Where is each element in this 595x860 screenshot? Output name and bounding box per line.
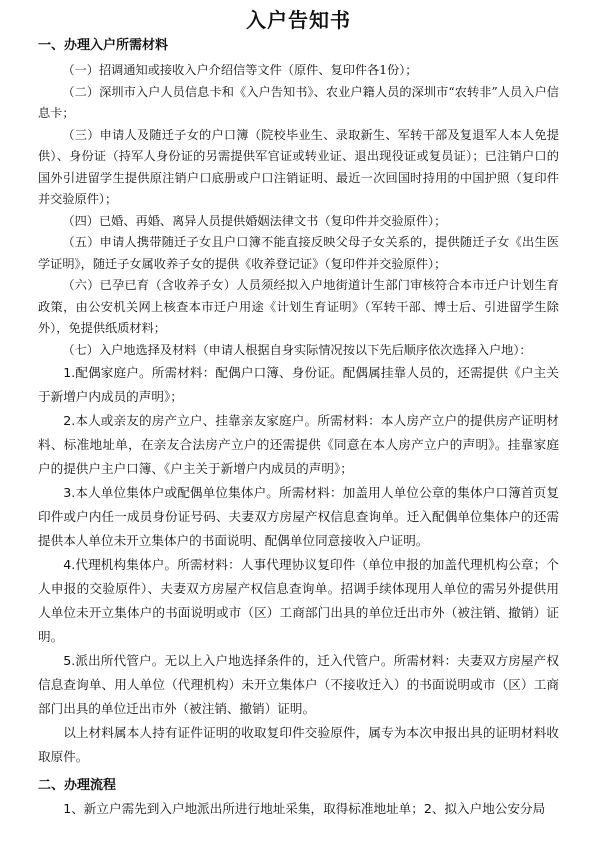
section-heading-materials: 一、办理入户所需材料	[38, 38, 169, 53]
process-text: 1、新立户需先到入户地派出所进行地址采集，取得标准地址单；2、拟入户地公安分局	[63, 801, 546, 816]
residence-option-2: 2.本人或亲友的房产立户、挂靠亲友家庭户。所需材料：本人房产立户的提供房产证明材料、标准地址单，在亲友合法房产立户的还需提供《同意在本人房产立户的声明》。挂靠家庭户的提供户主户口簿、《户主关于新增户内成员的声明》；	[38, 413, 559, 476]
residence-option-3: 3.本人单位集体户或配偶单位集体户。所需材料：加盖用人单位公章的集体户口簿首页复印件或户内任一成员身份证号码、夫妻双方房屋产权信息查询单。迁入配偶单位集体户的还需提供本人单位未开立集体户的书面说明、配偶单位同意接收入户证明。	[38, 485, 559, 548]
section-heading-process: 二、办理流程	[38, 778, 117, 793]
materials-note: 以上材料属本人持有证件证明的收取复印件交验原件，属专为本次申报出具的证明材料收取原件。	[38, 725, 559, 764]
residence-option-4: 4.代理机构集体户。所需材料：人事代理协议复印件（单位申报的加盖代理机构公章；个人申报的交验原件）、夫妻双方房屋产权信息查询单。招调手续体现用人单位的需另外提供用人单位未开立集体户的书面说明或市（区）工商部门出具的单位迁出市外（被注销、撤销）证明。	[38, 557, 559, 644]
material-item-5: （五）申请人携带随迁子女且户口簿不能直接反映父母子女关系的，提供随迁子女《出生医学证明》，随迁子女属收养子女的提供《收养登记证》（复印件并交验原件）；	[38, 235, 559, 271]
material-item-2: （二）深圳市入户人员信息卡和《入户告知书》、农业户籍人员的深圳市“农转非”人员入户信息卡；	[38, 84, 559, 120]
material-item-3: （三）申请人及随迁子女的户口簿（院校毕业生、录取新生、军转干部及复退军人本人免提供）、身份证（持军人身份证的另需提供军官证或转业证、退出现役证或复员证）；已注销户口的国外引进留学生提供原注销户口底册或户口注销证明、最近一次回国时持用的中国护照（复印件并交验原件）；	[38, 127, 559, 206]
material-item-6: （六）已孕已育（含收养子女）人员须经拟入户地街道计生部门审核符合本市迁户计划生育政策，由公安机关网上核查本市迁户用途《计划生育证明》（军转干部、博士后、引进留学生除外），免提供纸质材料；	[38, 278, 559, 335]
material-item-4: （四）已婚、再婚、离异人员提供婚姻法律文书（复印件并交验原件）；	[62, 213, 447, 228]
residence-option-1: 1.配偶家庭户。所需材料：配偶户口簿、身份证。配偶属挂靠人员的，还需提供《户主关于新增户内成员的声明》；	[38, 365, 559, 404]
material-item-1: （一）招调通知或接收入户介绍信等文件（原件、复印件各1份）；	[62, 63, 418, 77]
residence-option-5: 5.派出所代管户。无以上入户地选择条件的，迁入代管户。所需材料：夫妻双方房屋产权信息查询单、用人单位（代理机构）未开立集体户（不接收迁入）的书面说明或市（区）工商部门出具的单位迁出市外（被注销、撤销）证明。	[38, 653, 559, 716]
document-title: 入户告知书	[246, 8, 351, 32]
material-item-7: （七）入户地选择及材料（申请人根据自身实际情况按以下先后顺序依次选择入户地）：	[62, 342, 532, 357]
